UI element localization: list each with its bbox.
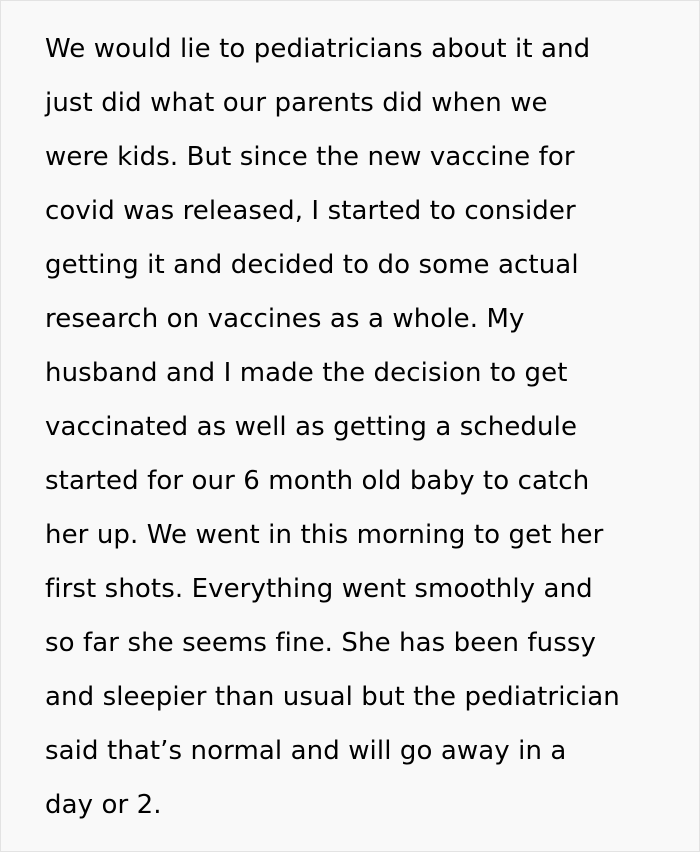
paragraph-line: husband and I made the decision to get [45, 358, 568, 388]
paragraph-line: just did what our parents did when we [45, 88, 548, 118]
paragraph-line: vaccinated as well as getting a schedule [45, 412, 578, 442]
body-paragraph [45, 22, 679, 832]
paragraph-line: research on vaccines as a whole. My [45, 304, 525, 334]
paragraph-line: her up. We went in this morning to get her [45, 520, 604, 550]
paragraph-line: said that’s normal and will go away in a [45, 736, 567, 766]
paragraph-line: day or 2. [45, 790, 162, 820]
paragraph-line: covid was released, I started to consider [45, 196, 576, 226]
paragraph-line: were kids. But since the new vaccine for [45, 142, 575, 172]
paragraph-line: first shots. Everything went smoothly and [45, 574, 593, 604]
paragraph-line: and sleepier than usual but the pediatrician [45, 682, 620, 712]
paragraph-line: getting it and decided to do some actual [45, 250, 579, 280]
paragraph-line: started for our 6 month old baby to catch [45, 466, 590, 496]
paragraph-line: We would lie to pediatricians about it and [45, 34, 591, 64]
paragraph-line: so far she seems fine. She has been fussy [45, 628, 597, 658]
